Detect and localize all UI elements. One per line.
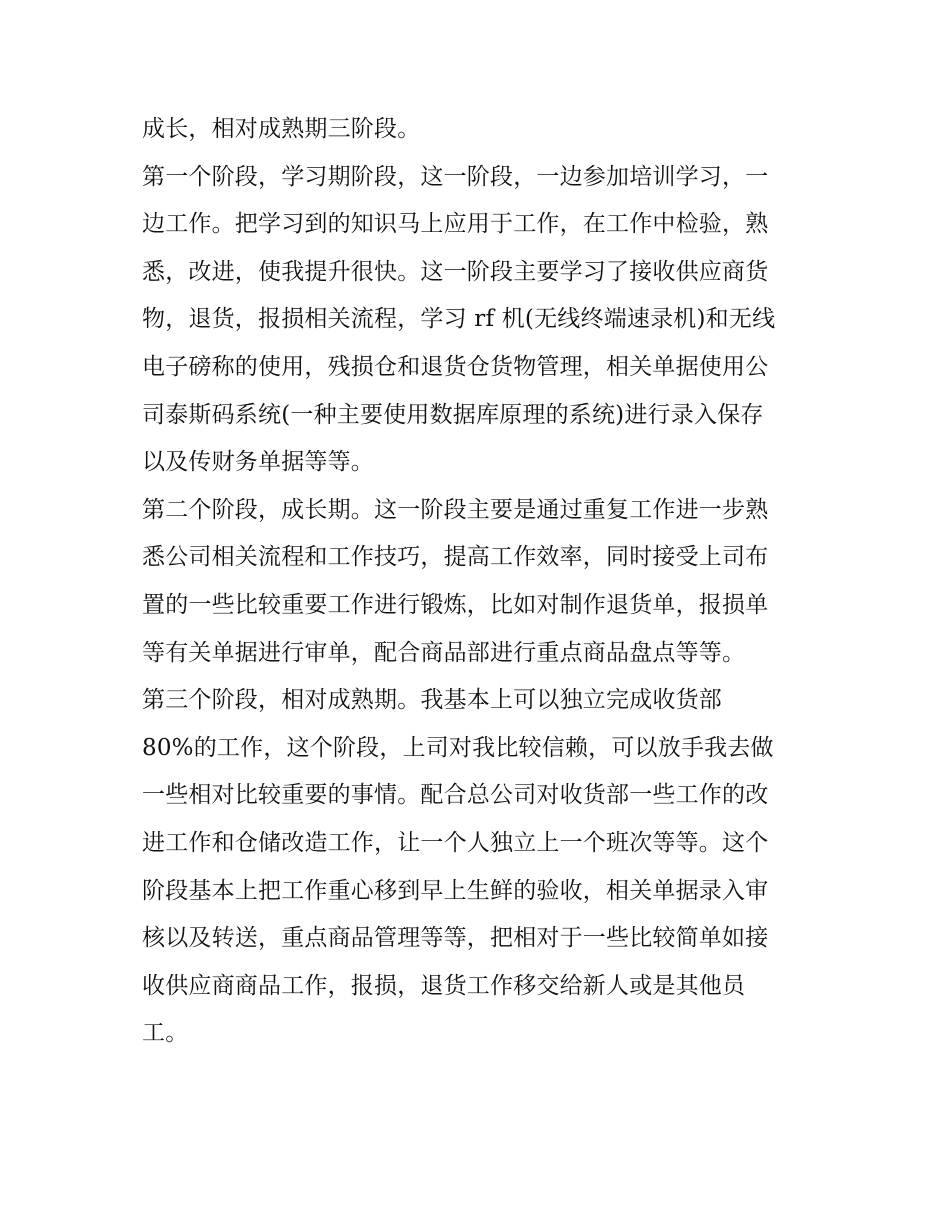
text-line: 边工作。把学习到的知识马上应用于工作，在工作中检验，熟	[142, 211, 769, 238]
text-line: 电子磅称的使用，残损仓和退货仓货物管理，相关单据使用公	[142, 353, 769, 380]
text-line: 进工作和仓储改造工作，让一个人独立上一个班次等等。这个	[142, 829, 769, 856]
text-line: 第一个阶段，学习期阶段，这一阶段，一边参加培训学习，一	[142, 163, 769, 190]
text-line: 工。	[142, 1020, 189, 1047]
text-line: 阶段基本上把工作重心移到早上生鲜的验收，相关单据录入审	[142, 877, 769, 904]
text-line: 以及传财务单据等等。	[142, 449, 374, 476]
text-line: 置的一些比较重要工作进行锻炼，比如对制作退货单，报损单	[142, 591, 769, 618]
text-line: 成长，相对成熟期三阶段。	[142, 116, 421, 142]
text-line: 悉公司相关流程和工作技巧，提高工作效率，同时接受上司布	[142, 544, 769, 571]
text-line: 第二个阶段，成长期。这一阶段主要是通过重复工作进一步熟	[142, 496, 769, 523]
text-line: 等有关单据进行审单，配合商品部进行重点商品盘点等等。	[142, 639, 746, 666]
text-line: 悉，改进，使我提升很快。这一阶段主要学习了接收供应商货	[142, 258, 769, 285]
text-line: 第三个阶段，相对成熟期。我基本上可以独立完成收货部	[142, 687, 722, 714]
text-line: 80%的工作，这个阶段，上司对我比较信赖，可以放手我去做	[142, 734, 774, 761]
text-line: 物，退货，报损相关流程，学习 rf 机(无线终端速录机)和无线	[142, 306, 776, 333]
text-line: 收供应商商品工作，报损，退货工作移交给新人或是其他员	[142, 972, 746, 999]
text-line: 司泰斯码系统(一种主要使用数据库原理的系统)进行录入保存	[142, 401, 764, 428]
text-line: 一些相对比较重要的事情。配合总公司对收货部一些工作的改	[142, 782, 769, 809]
document-body	[142, 106, 822, 1058]
text-line: 核以及转送，重点商品管理等等，把相对于一些比较简单如接	[142, 925, 769, 952]
